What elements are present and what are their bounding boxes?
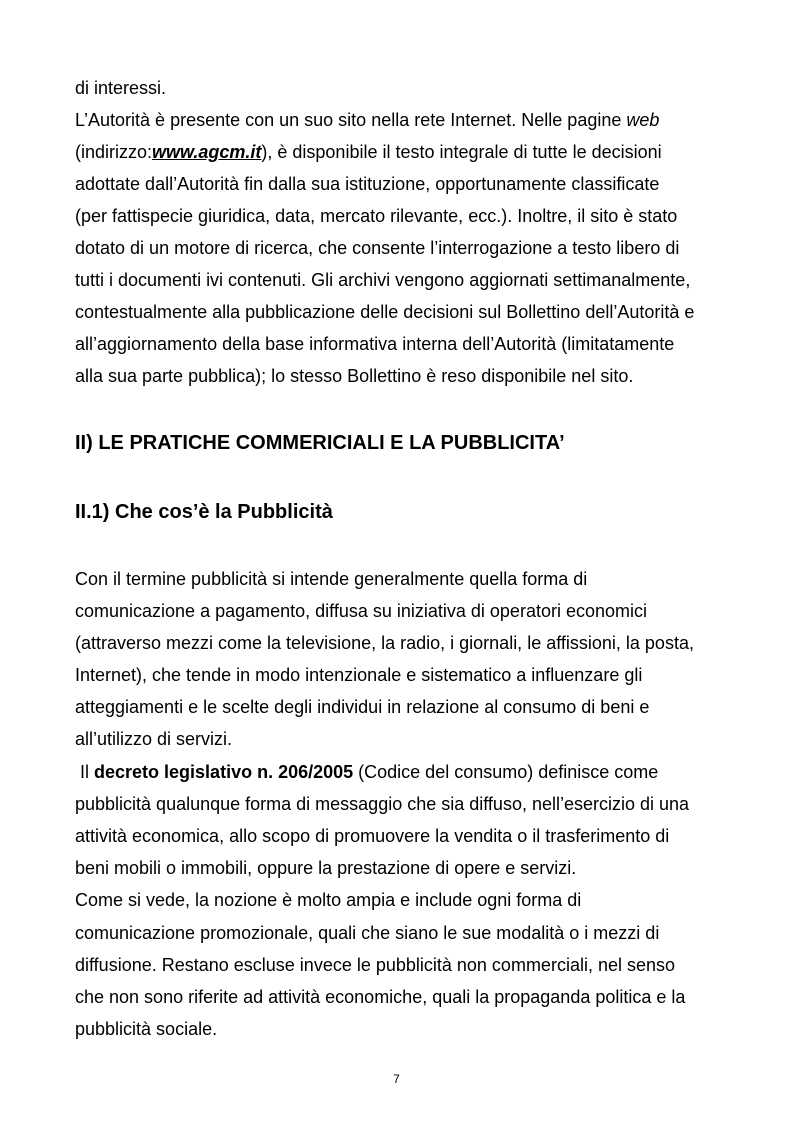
text-segment: L’Autorità è presente con un suo sito nella rete Internet. Nelle pagine <box>75 110 627 130</box>
text-line: Con il termine pubblicità si intende generalmente quella forma di <box>75 569 588 589</box>
text-line: diffusione. Restano escluse invece le pubblicità non commerciali, nel senso <box>75 955 676 975</box>
text-line: dotato di un motore di ricerca, che consente l’interrogazione a testo libero di <box>75 238 680 258</box>
text-line: comunicazione a pagamento, diffusa su iniziativa di operatori economici <box>75 601 647 621</box>
text-line <box>75 109 735 131</box>
website-link[interactable]: www.agcm.it <box>152 142 262 162</box>
text-line: (per fattispecie giuridica, data, mercato rilevante, ecc.). Inoltre, il sito è stato <box>75 206 678 226</box>
text-line: contestualmente alla pubblicazione delle decisioni sul Bollettino dell’Autorità e <box>75 302 695 322</box>
text-line: Come si vede, la nozione è molto ampia e include ogni forma di <box>75 890 582 910</box>
italic-word: web <box>626 110 660 130</box>
text-line: attività economica, allo scopo di promuovere la vendita o il trasferimento di <box>75 826 670 846</box>
section-title: II) LE PRATICHE COMMERICIALI E LA PUBBLICITA’ <box>75 432 565 454</box>
text-line <box>75 761 735 783</box>
text-segment: Il <box>75 762 95 782</box>
page-number: 7 <box>393 1072 400 1086</box>
text-segment: (Codice del consumo) definisce come <box>353 762 659 782</box>
text-line: Internet), che tende in modo intenzionale e sistematico a influenzare gli <box>75 665 643 685</box>
text-line <box>75 141 735 163</box>
text-line: beni mobili o immobili, oppure la prestazione di opere e servizi. <box>75 858 577 878</box>
text-line: atteggiamenti e le scelte degli individui in relazione al consumo di beni e <box>75 697 650 717</box>
text-line: che non sono riferite ad attività economiche, quali la propaganda politica e la <box>75 987 686 1007</box>
text-segment: ), è disponibile il testo integrale di tutte le decisioni <box>261 142 662 162</box>
text-line: adottate dall’Autorità fin dalla sua istituzione, opportunamente classificate <box>75 174 660 194</box>
text-line: alla sua parte pubblica); lo stesso Bollettino è reso disponibile nel sito. <box>75 366 634 386</box>
section-subtitle: II.1) Che cos’è la Pubblicità <box>75 501 333 523</box>
text-line: all’utilizzo di servizi. <box>75 729 233 749</box>
text-line: di interessi. <box>75 78 167 98</box>
text-segment: (indirizzo: <box>75 142 153 162</box>
text-line: comunicazione promozionale, quali che siano le sue modalità o i mezzi di <box>75 923 660 943</box>
text-line: pubblicità sociale. <box>75 1019 218 1039</box>
text-line: pubblicità qualunque forma di messaggio che sia diffuso, nell’esercizio di una <box>75 794 690 814</box>
text-line: tutti i documenti ivi contenuti. Gli archivi vengono aggiornati settimanalmente, <box>75 270 691 290</box>
text-line: (attraverso mezzi come la televisione, la radio, i giornali, le affissioni, la posta, <box>75 633 694 653</box>
law-reference: decreto legislativo n. 206/2005 <box>94 762 354 782</box>
text-line: all’aggiornamento della base informativa interna dell’Autorità (limitatamente <box>75 334 675 354</box>
